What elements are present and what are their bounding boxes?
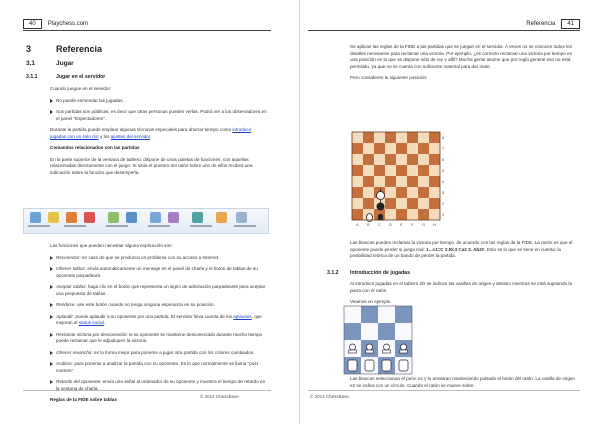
board-square (352, 209, 363, 220)
footer-rule (23, 390, 271, 391)
board-square (396, 165, 407, 176)
footer-rule (308, 390, 580, 391)
left-body-bottom (50, 243, 268, 409)
bullet-resign: Rendirse: use este botón cuando no tenga ninguna esperanza en su posición. (50, 302, 268, 309)
board-square (374, 176, 385, 187)
bullet-item: No puede enmendar las jugadas. (50, 98, 268, 105)
board-rank-label: 5 (442, 168, 445, 173)
chess-board-2-svg (343, 305, 413, 375)
board-square (352, 198, 363, 209)
header-rule (23, 30, 271, 31)
board-square (361, 323, 378, 340)
paragraph: En la parte superior de la ventana de tablero, dispone de unas paletas de funciones, con aquellas relacionadas directamente con el juego. Si sitúa el puntero del ratón sobre uno de ellos recibirá una indicación sobre la función que desempeña. (50, 156, 253, 175)
board-square (418, 143, 429, 154)
bullet-icon (50, 351, 53, 355)
board-rank-label: 8 (442, 135, 445, 140)
board-square (374, 154, 385, 165)
header-rule (308, 30, 580, 31)
subsection-number: 3.1.2 (327, 270, 339, 276)
bullet-rematch: Ofrecer revancha: es la forma mejor para ponerse a jugar otra partida con los colores cambiados. (50, 350, 268, 357)
white-pawn-piece (350, 344, 356, 350)
board-square (429, 143, 440, 154)
chapter-title: Referencia (56, 44, 103, 54)
board-square (418, 198, 429, 209)
applaud-icon (108, 212, 119, 223)
board-square (352, 176, 363, 187)
bullet-applaud: Aplaudir: puede aplaudir a su oponente por una partida. El servidor lleva cuenta de los aplausos, que mejoran el status social. (50, 314, 268, 327)
chess-board-move-example (343, 305, 413, 375)
board-square (418, 209, 429, 220)
bullet-accept-draw: Aceptar tablas: haga clic en el botón que representa un signo de admiración parpadeante para aceptar una propuesta de tablas. (50, 284, 268, 297)
header-label: Referencia (526, 21, 556, 27)
board-square (363, 165, 374, 176)
bullet-icon (50, 256, 53, 260)
board-square (363, 143, 374, 154)
subheading-fide-draw: Reglas de la FIDE sobre tablas (50, 397, 117, 402)
bullet-icon (50, 333, 53, 337)
paragraph: Las blancas pueden reclamar la victoria por tiempo, de acuerdo con las reglas de la FIDE. La razón es que el oponente puede perder si juega mal: 1...c1=C 2.Rc3 Ca2 3. Ab2#. Esto es lo que se tiene en cuenta: la posibilidad teórica de un bando de perder la partida. (350, 240, 573, 258)
board-square (396, 187, 407, 198)
bullet-icon (50, 110, 53, 114)
paragraph: Durante la partida puede emplear algunas técnicas especiales para ahorrar tiempo como introducir jugadas con un solo clic y los ajustes del servidor. (50, 127, 252, 139)
bullet-icon (50, 380, 53, 384)
section-number: 3.1 (26, 60, 36, 67)
board-square (385, 143, 396, 154)
subsection-title: Introducción de jugadas (350, 270, 410, 276)
bullet-lag: Retardo del oponente: envía una señal al ordenador de su oponente y muestra el tiempo de retardo en la ventana de charla. (50, 379, 268, 392)
board-square (374, 143, 385, 154)
left-header (23, 19, 88, 28)
analysis-icon (168, 212, 179, 223)
tool-icon (236, 212, 247, 223)
board-square (396, 198, 407, 209)
header-label: Playchess.com (47, 21, 89, 27)
board-square (352, 132, 363, 143)
white-pawn-base (366, 350, 374, 353)
footer-copyright: © 2014 ChessBase (310, 394, 349, 399)
board-square (363, 132, 374, 143)
board-square (374, 165, 385, 176)
white-pawn-piece (367, 344, 373, 350)
board-file-label: D (389, 222, 392, 227)
subheading-commands: Comandos relacionados con las partidas (50, 145, 140, 150)
toolbar-screenshot (23, 208, 269, 234)
bullet-icon (50, 99, 53, 103)
board-square (363, 154, 374, 165)
paragraph: Se aplican las reglas de la FIDE a las partidas que se juegan en el servidor. A veces no se conocen todos los detalles necesarios para reclamar una victoria. Por ejemplo, ¿es correcto reclamar una victoria por tiempo en una posición en la que se dispone sólo de rey y alfil? Mucha gente asume que por regla general eso no está permitido, ya que no se cuenta con suficiente material para dar mate. (350, 44, 573, 69)
board-rank-label: 1 (442, 212, 445, 217)
board-square (429, 132, 440, 143)
board-square (344, 323, 361, 340)
white-piece (399, 360, 408, 371)
bullet-icon (50, 315, 53, 319)
board-square (407, 143, 418, 154)
paragraph: Pero consideren la siguiente posición: (350, 75, 428, 80)
chapter-number: 3 (26, 44, 32, 54)
bullet-analysis: Análisis: para ponerse a analizar la partida con su oponente. Es lo que normalmente se llama "post mortem". (50, 361, 268, 374)
white-pawn-base (400, 350, 408, 353)
link-premove[interactable]: introducir jugadas con un solo clic (50, 127, 252, 139)
bullet-claim-win: Reclamar victoria por desconexión: si su oponente se mantiene desconectado durante mucho tiempo puede reclamar que le adjudiquen la victoria. (50, 332, 268, 345)
board-square (396, 132, 407, 143)
subsection-number: 3.1.1 (26, 74, 38, 80)
board-square (378, 306, 395, 323)
bullet-offer-draw: Ofrecer tablas: envía automáticamente un mensaje en el panel de charla y el botón de tablas de su oponente parpadeará. (50, 266, 268, 279)
white-pawn-piece (384, 344, 390, 350)
white-pawn-piece (401, 344, 407, 350)
board-file-label: H (433, 222, 436, 227)
board-square (352, 154, 363, 165)
bullet-icon (50, 362, 53, 366)
bullet-icon (50, 303, 53, 307)
board-square (418, 187, 429, 198)
link-social-status[interactable]: status social (78, 320, 105, 325)
board-square (407, 154, 418, 165)
board-square (407, 187, 418, 198)
rematch-icon (150, 212, 161, 223)
white-piece (382, 360, 391, 371)
board-square (378, 323, 395, 340)
board-square (429, 187, 440, 198)
left-body-top (50, 86, 268, 181)
board-square (361, 306, 378, 323)
board-square (429, 176, 440, 187)
board-file-label: F (411, 222, 414, 227)
section-title: Jugar (56, 60, 74, 67)
paragraph: Cuando juegue en el servidor: (50, 86, 112, 91)
accept-draw-icon (66, 212, 77, 223)
paragraph: Al introducir jugadas en el tablero 2D se indican las casillas de origen y destino mientras se está sujetando la pieza con el ratón. (350, 281, 572, 293)
footer-copyright: © 2014 ChessBase (200, 394, 239, 399)
board-square (418, 154, 429, 165)
reconnect-icon (30, 212, 41, 223)
page-number: 41 (561, 19, 580, 29)
right-header (526, 19, 580, 28)
board-file-label: E (400, 222, 403, 227)
white-pawn-base (383, 350, 391, 353)
board-rank-label: 3 (442, 190, 445, 195)
board-square (395, 323, 412, 340)
board-square (396, 154, 407, 165)
board-square (344, 306, 361, 323)
board-square (352, 143, 363, 154)
board-square (407, 132, 418, 143)
right-body-top (350, 44, 578, 87)
board-rank-label: 7 (442, 146, 445, 151)
chess-board-svg (350, 130, 450, 230)
board-square (407, 165, 418, 176)
board-square (418, 165, 429, 176)
board-file-label: C (378, 222, 381, 227)
white-pawn-base (349, 350, 357, 353)
lag-icon (192, 212, 203, 223)
board-square (429, 209, 440, 220)
board-file-label: B (367, 222, 370, 227)
board-square (407, 176, 418, 187)
board-rank-label: 4 (442, 179, 445, 184)
board-square (385, 187, 396, 198)
board-square (418, 132, 429, 143)
board-square (385, 165, 396, 176)
white-piece (348, 360, 357, 371)
board-square (363, 187, 374, 198)
board-square (396, 143, 407, 154)
board-square (352, 165, 363, 176)
link-applause[interactable]: aplausos (233, 313, 252, 319)
board-square (418, 176, 429, 187)
paragraph: Las blancas seleccionan el peón e2 y lo arrastran manteniendo pulsado el botón del ratón. La casilla de origen e2 se indica con un círculo. Cuando el ratón se mueve sobre (350, 376, 575, 388)
page-number: 40 (23, 19, 42, 29)
bullet-reconnect: Reconectar: en caso de que se produzca un problema con su acceso a Internet. (50, 255, 268, 262)
board-square (385, 154, 396, 165)
board-rank-label: 2 (442, 201, 445, 206)
link-server-settings[interactable]: ajustes del servidor (110, 133, 151, 139)
right-body-mid (350, 240, 578, 265)
right-body-bottom (350, 376, 578, 394)
bullet-icon (50, 267, 53, 271)
chess-board-diagram (350, 130, 450, 230)
board-square (352, 187, 363, 198)
board-square (385, 198, 396, 209)
board-square (429, 154, 440, 165)
bullet-icon (50, 285, 53, 289)
board-square (407, 209, 418, 220)
tool-icon (216, 212, 227, 223)
move-sequence: 1...c1=C 2.Rc3 Ca2 3. Ab2# (426, 246, 485, 252)
resign-icon (84, 212, 95, 223)
paragraph: Las funciones que pueden necesitar alguna explicación son: (50, 243, 173, 248)
board-square (385, 176, 396, 187)
board-square (363, 198, 374, 209)
white-piece (365, 360, 374, 371)
board-file-label: G (422, 222, 426, 227)
board-square (429, 198, 440, 209)
board-square (396, 209, 407, 220)
board-square (363, 176, 374, 187)
board-square (374, 132, 385, 143)
board-square (385, 132, 396, 143)
board-file-label: A (356, 222, 359, 227)
offer-draw-icon (48, 212, 59, 223)
claim-win-icon (126, 212, 137, 223)
board-square (385, 209, 396, 220)
bullet-item: Sus partidas son públicas, es decir que otras personas pueden verlas. Podrá ver a los observadores en el panel "Espectadores". (50, 109, 268, 122)
subsection-title: Jugar en el servidor (56, 74, 106, 80)
board-square (407, 198, 418, 209)
paragraph: Veamos un ejemplo. (350, 299, 392, 304)
board-square (429, 165, 440, 176)
board-rank-label: 6 (442, 157, 445, 162)
board-square (395, 306, 412, 323)
board-square (396, 176, 407, 187)
